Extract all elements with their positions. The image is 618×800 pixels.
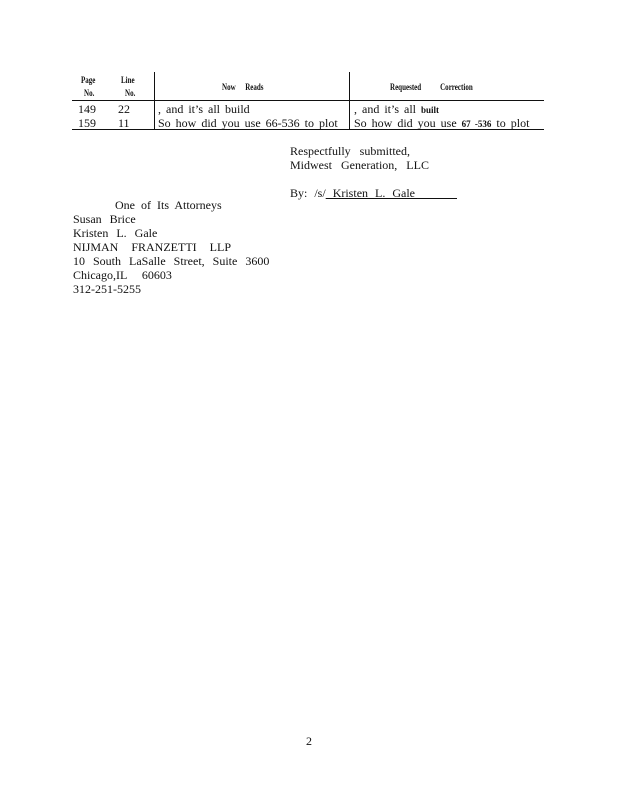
header-page-line2: No. bbox=[84, 88, 95, 98]
header-line-line2: No. bbox=[125, 88, 136, 98]
cell-now-reads: So how did you use 66-536 to plot bbox=[158, 116, 338, 130]
attorney-role: One of Its Attorneys bbox=[115, 198, 222, 212]
cell-line: 11 bbox=[118, 116, 130, 130]
company-name: Midwest Generation, LLC bbox=[290, 158, 429, 172]
table-header-row bbox=[72, 72, 544, 101]
attorney-line: Kristen L. Gale bbox=[73, 226, 158, 240]
signature-line bbox=[290, 186, 457, 200]
errata-table bbox=[72, 72, 544, 130]
cell-line: 22 bbox=[118, 102, 130, 116]
header-page-line1: Page bbox=[81, 75, 96, 85]
signer-name: Kristen L. Gale bbox=[325, 186, 457, 200]
attorney-line: Susan Brice bbox=[73, 212, 136, 226]
cell-page: 159 bbox=[78, 116, 96, 130]
header-line-line1: Line bbox=[121, 75, 135, 85]
table-row bbox=[72, 115, 544, 130]
city-state-zip: Chicago,IL 60603 bbox=[73, 268, 172, 282]
by-label: By: /s/ bbox=[290, 186, 326, 200]
correction-bold-text: built bbox=[421, 105, 440, 115]
header-now-reads: Now Reads bbox=[222, 82, 264, 92]
correction-text: , and it’s all bbox=[354, 102, 421, 116]
page-number: 2 bbox=[306, 734, 312, 748]
cell-page: 149 bbox=[78, 102, 96, 116]
correction-suffix: to plot bbox=[491, 116, 530, 130]
firm-name: NIJMAN FRANZETTI LLP bbox=[73, 240, 231, 254]
signature-block bbox=[290, 144, 457, 200]
street-address: 10 South LaSalle Street, Suite 3600 bbox=[73, 254, 270, 268]
correction-text: So how did you use bbox=[354, 116, 462, 130]
phone-number: 312-251-5255 bbox=[73, 282, 141, 296]
cell-now-reads: , and it’s all build bbox=[158, 102, 250, 116]
correction-bold-text: 67 -536 bbox=[461, 119, 492, 129]
table-row bbox=[72, 101, 544, 115]
attorney-address-block bbox=[73, 212, 269, 296]
cell-correction bbox=[354, 116, 529, 131]
closing-line: Respectfully submitted, bbox=[290, 144, 410, 158]
header-requested-correction: Requested Correction bbox=[390, 82, 473, 92]
